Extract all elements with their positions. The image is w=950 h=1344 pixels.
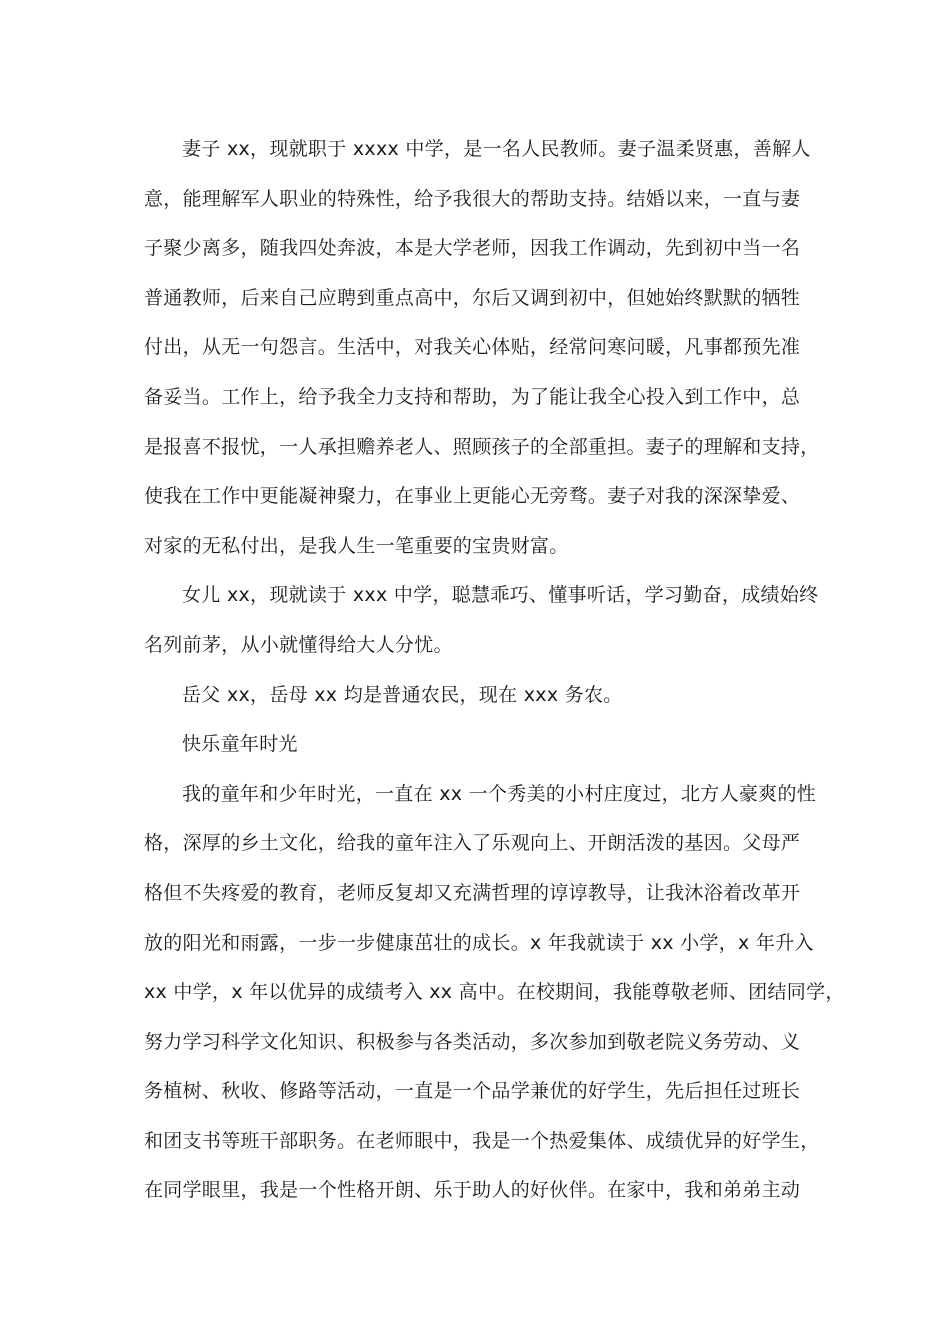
text-line: 子聚少离多，随我四处奔波，本是大学老师，因我工作调动，先到初中当一名 [144,237,801,260]
text-line: 备妥当。工作上，给予我全力支持和帮助，为了能让我全心投入到工作中，总 [144,385,801,408]
text-line: 格但不失疼爱的教育，老师反复却又充满哲理的谆谆教导，让我沐浴着改革开 [144,881,801,904]
text-line: 我的童年和少年时光，一直在 xx 一个秀美的小村庄度过，北方人豪爽的性 [182,782,817,805]
text-line: 普通教师，后来自己应聘到重点高中，尔后又调到初中，但她始终默默的牺牲 [144,286,801,309]
text-line: 对家的无私付出，是我人生一笔重要的宝贵财富。 [144,534,569,557]
document-body [144,125,845,1216]
paragraph-in-laws [144,671,816,721]
text-line: 努力学习科学文化知识、积极参与各类活动，多次参加到敬老院义务劳动、义 [144,1030,801,1053]
text-line: 岳父 xx，岳母 xx 均是普通农民，现在 xxx 务农。 [182,683,623,706]
text-line: 女儿 xx，现就读于 xxx 中学，聪慧乖巧、懂事听话，学习勤奋，成绩始终 [182,584,819,607]
text-line: 务植树、秋收、修路等活动，一直是一个品学兼优的好学生，先后担任过班长 [144,1080,801,1103]
text-line: xx 中学，x 年以优异的成绩考入 xx 高中。在校期间，我能尊敬老师、团结同学， [144,981,845,1004]
paragraph-daughter [144,571,819,670]
text-line: 妻子 xx，现就职于 xxxx 中学，是一名人民教师。妻子温柔贤惠，善解人 [182,138,811,160]
text-line: 付出，从无一句怨言。生活中，对我关心体贴，经常问寒问暖，凡事都预先准 [144,336,801,359]
section-heading-childhood [144,720,816,770]
text-line: 和团支书等班干部职务。在老师眼中，我是一个热爱集体、成绩优异的好学生， [144,1129,820,1152]
text-line: 意，能理解军人职业的特殊性，给予我很大的帮助支持。结婚以来，一直与妻 [144,187,801,210]
text-line: 是报喜不报忧，一人承担赡养老人、照顾孩子的全部重担。妻子的理解和支持， [144,435,820,458]
text-line: 在同学眼里，我是一个性格开朗、乐于助人的好伙伴。在家中，我和弟弟主动 [144,1179,801,1202]
text-line: 使我在工作中更能凝神聚力，在事业上更能心无旁骛。妻子对我的深深挚爱、 [144,485,801,508]
section-heading: 快乐童年时光 [182,733,298,756]
text-line: 名列前茅，从小就懂得给大人分忧。 [144,633,453,656]
paragraph-childhood [144,770,845,1216]
text-line: 放的阳光和雨露，一步一步健康茁壮的成长。x 年我就读于 xx 小学，x 年升入 [144,931,814,954]
paragraph-wife [144,125,820,571]
text-line: 格，深厚的乡土文化，给我的童年注入了乐观向上、开朗活泼的基因。父母严 [144,832,801,855]
